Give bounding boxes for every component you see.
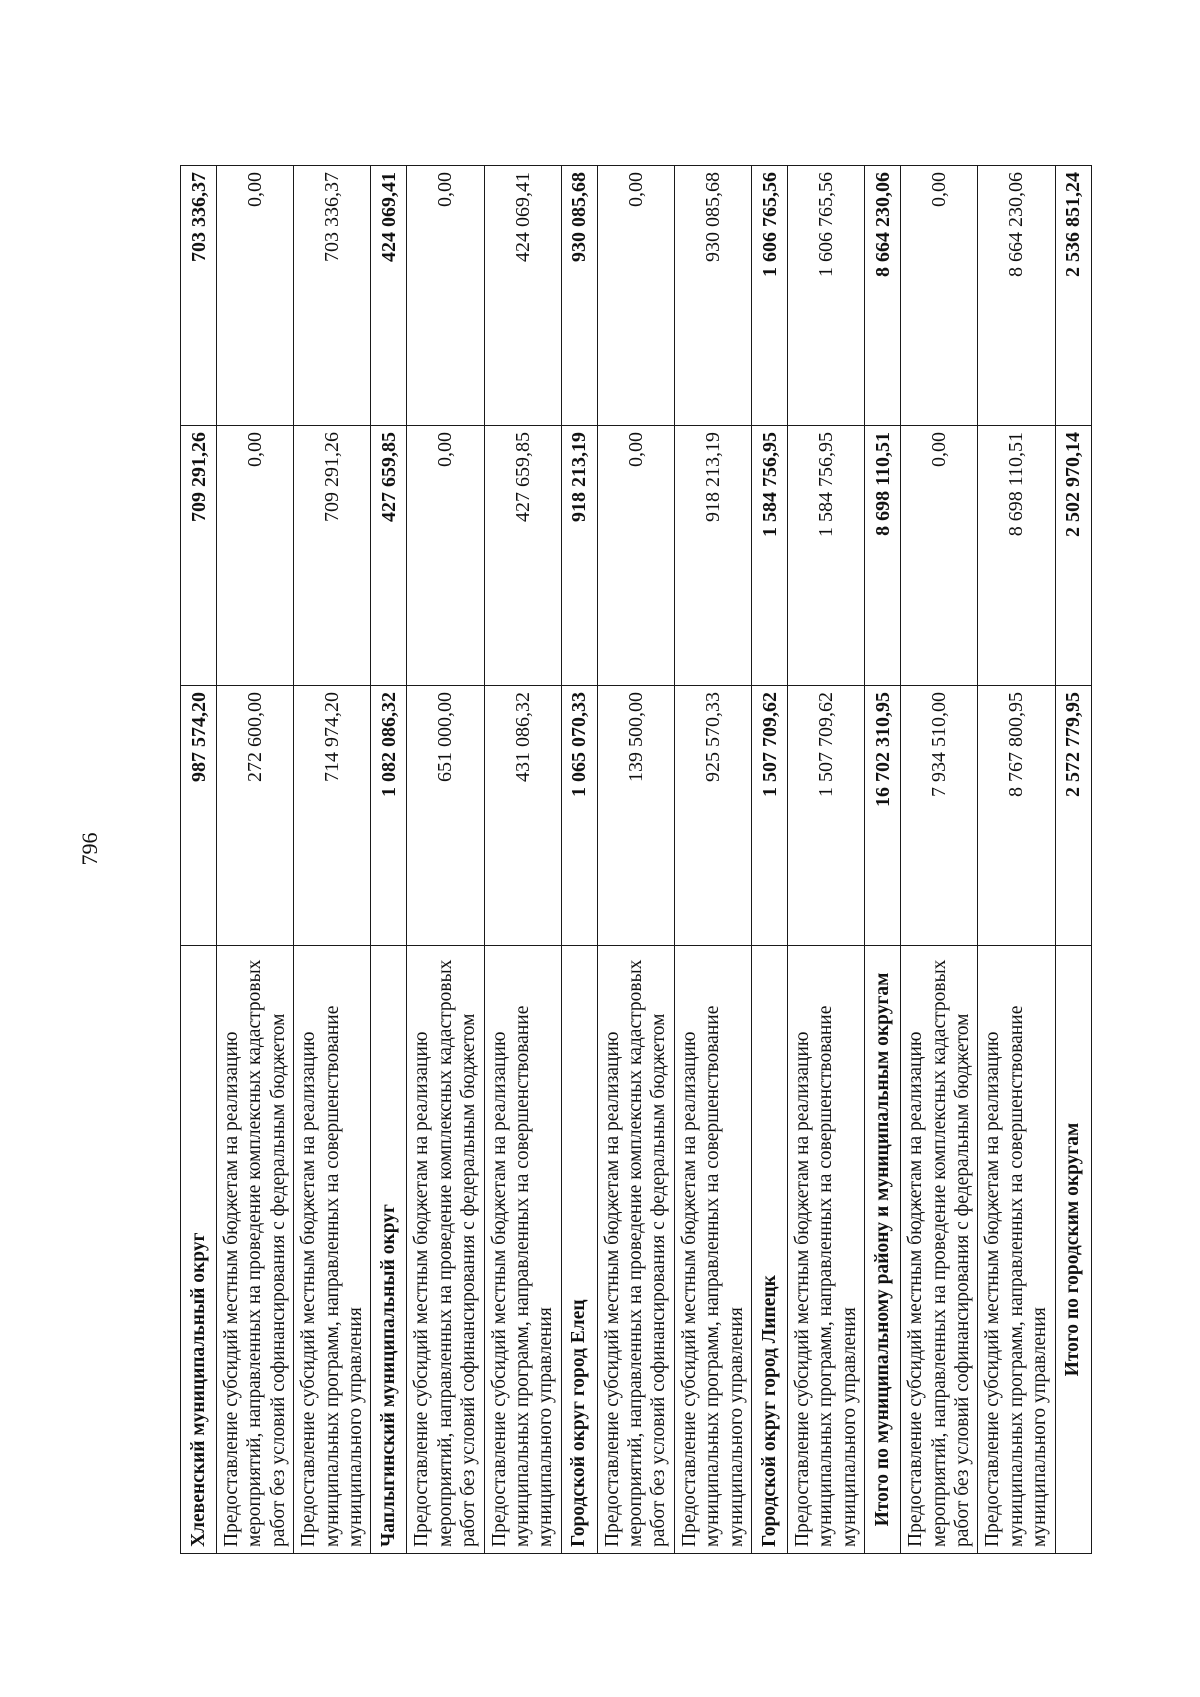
amount-cell: 8 664 230,06 bbox=[865, 166, 901, 426]
row-label: Предоставление субсидий местным бюджетам на реализацию мероприятий, направленных на проведение комплексных кадастровых работ без условий софинансирования с федеральным бюджетом bbox=[407, 946, 484, 1554]
amount-cell: 0,00 bbox=[407, 166, 484, 426]
amount-cell: 0,00 bbox=[217, 166, 294, 426]
amount-cell: 0,00 bbox=[217, 426, 294, 686]
table-row bbox=[788, 166, 865, 1554]
page-number: 796 bbox=[77, 832, 102, 866]
table-total-row bbox=[371, 166, 407, 1554]
table-total-row bbox=[752, 166, 788, 1554]
amount-cell: 0,00 bbox=[901, 166, 978, 426]
amount-cell: 8 664 230,06 bbox=[978, 166, 1055, 426]
amount-cell: 427 659,85 bbox=[484, 426, 561, 686]
row-label: Чаплыгинский муниципальный округ bbox=[371, 946, 407, 1554]
amount-cell: 2 536 851,24 bbox=[1055, 166, 1091, 426]
amount-cell: 2 502 970,14 bbox=[1055, 426, 1091, 686]
amount-cell: 16 702 310,95 bbox=[865, 686, 901, 946]
amount-cell: 1 584 756,95 bbox=[788, 426, 865, 686]
row-label: Предоставление субсидий местным бюджетам на реализацию муниципальных программ, направленных на совершенствование муниципального управления bbox=[294, 946, 371, 1554]
amount-cell: 703 336,37 bbox=[181, 166, 217, 426]
amount-cell: 0,00 bbox=[597, 426, 674, 686]
amount-cell: 709 291,26 bbox=[181, 426, 217, 686]
table-row bbox=[901, 166, 978, 1554]
row-label: Предоставление субсидий местным бюджетам на реализацию мероприятий, направленных на проведение комплексных кадастровых работ без условий софинансирования с федеральным бюджетом bbox=[217, 946, 294, 1554]
budget-table bbox=[180, 165, 1092, 1554]
amount-cell: 431 086,32 bbox=[484, 686, 561, 946]
amount-cell: 7 934 510,00 bbox=[901, 686, 978, 946]
table-row bbox=[217, 166, 294, 1554]
amount-cell: 930 085,68 bbox=[561, 166, 597, 426]
row-label: Итого по муниципальному району и муниципальным округам bbox=[865, 946, 901, 1554]
table-row bbox=[294, 166, 371, 1554]
table-total-row bbox=[1055, 166, 1091, 1554]
amount-cell: 1 065 070,33 bbox=[561, 686, 597, 946]
amount-cell: 0,00 bbox=[901, 426, 978, 686]
amount-cell: 0,00 bbox=[597, 166, 674, 426]
amount-cell: 424 069,41 bbox=[484, 166, 561, 426]
row-label: Предоставление субсидий местным бюджетам на реализацию мероприятий, направленных на проведение комплексных кадастровых работ без условий софинансирования с федеральным бюджетом bbox=[597, 946, 674, 1554]
amount-cell: 987 574,20 bbox=[181, 686, 217, 946]
amount-cell: 709 291,26 bbox=[294, 426, 371, 686]
table-row bbox=[484, 166, 561, 1554]
amount-cell: 918 213,19 bbox=[561, 426, 597, 686]
row-label: Предоставление субсидий местным бюджетам на реализацию муниципальных программ, направленных на совершенствование муниципального управления bbox=[978, 946, 1055, 1554]
amount-cell: 272 600,00 bbox=[217, 686, 294, 946]
amount-cell: 1 606 765,56 bbox=[788, 166, 865, 426]
amount-cell: 424 069,41 bbox=[371, 166, 407, 426]
table-total-row bbox=[561, 166, 597, 1554]
amount-cell: 925 570,33 bbox=[674, 686, 751, 946]
table-row bbox=[597, 166, 674, 1554]
amount-cell: 427 659,85 bbox=[371, 426, 407, 686]
amount-cell: 8 698 110,51 bbox=[865, 426, 901, 686]
amount-cell: 1 606 765,56 bbox=[752, 166, 788, 426]
table-total-row bbox=[865, 166, 901, 1554]
row-label: Итого по городским округам bbox=[1055, 946, 1091, 1554]
amount-cell: 139 500,00 bbox=[597, 686, 674, 946]
amount-cell: 1 082 086,32 bbox=[371, 686, 407, 946]
row-label: Городской округ город Липецк bbox=[752, 946, 788, 1554]
table-row bbox=[407, 166, 484, 1554]
row-label: Предоставление субсидий местным бюджетам на реализацию муниципальных программ, направленных на совершенствование муниципального управления bbox=[674, 946, 751, 1554]
row-label: Предоставление субсидий местным бюджетам на реализацию муниципальных программ, направленных на совершенствование муниципального управления bbox=[788, 946, 865, 1554]
budget-table-sheet bbox=[180, 166, 1085, 1554]
table-row bbox=[674, 166, 751, 1554]
table-total-row bbox=[181, 166, 217, 1554]
row-label: Предоставление субсидий местным бюджетам на реализацию мероприятий, направленных на проведение комплексных кадастровых работ без условий софинансирования с федеральным бюджетом bbox=[901, 946, 978, 1554]
amount-cell: 1 507 709,62 bbox=[752, 686, 788, 946]
amount-cell: 703 336,37 bbox=[294, 166, 371, 426]
budget-table-body bbox=[181, 166, 1092, 1554]
amount-cell: 8 767 800,95 bbox=[978, 686, 1055, 946]
amount-cell: 918 213,19 bbox=[674, 426, 751, 686]
amount-cell: 0,00 bbox=[407, 426, 484, 686]
amount-cell: 930 085,68 bbox=[674, 166, 751, 426]
amount-cell: 1 584 756,95 bbox=[752, 426, 788, 686]
amount-cell: 1 507 709,62 bbox=[788, 686, 865, 946]
amount-cell: 714 974,20 bbox=[294, 686, 371, 946]
row-label: Предоставление субсидий местным бюджетам на реализацию муниципальных программ, направленных на совершенствование муниципального управления bbox=[484, 946, 561, 1554]
amount-cell: 651 000,00 bbox=[407, 686, 484, 946]
amount-cell: 2 572 779,95 bbox=[1055, 686, 1091, 946]
amount-cell: 8 698 110,51 bbox=[978, 426, 1055, 686]
row-label: Городской округ город Елец bbox=[561, 946, 597, 1554]
table-row bbox=[978, 166, 1055, 1554]
row-label: Хлевенский муниципальный округ bbox=[181, 946, 217, 1554]
